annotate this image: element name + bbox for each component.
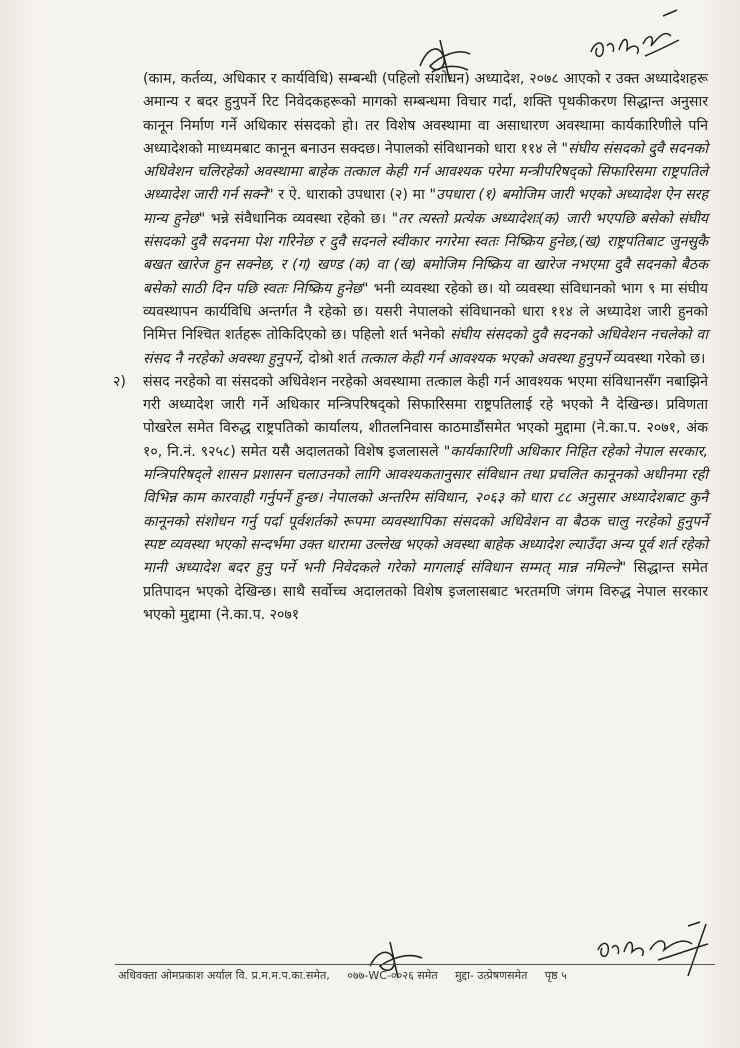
p1-text-6: व्यवस्था गरेको छ। [609, 350, 706, 367]
p1-text-3: भन्ने संवैधानिक व्यवस्था रहेको छ। [205, 210, 392, 227]
p1-text-1: (काम, कर्तव्य, अधिकार र कार्यविधि) सम्बन्धी (पहिलो संशोधन) अध्यादेश, २०७८ आएको र उक्त अध्यादेशहरू अमान्य र बदर हुनुपर्ने रिट निवेदकहरूको मागको सम्बन्धमा विचार गर्दा, शक्ति पृथकीकरण सिद्धान्त अनुसार कानून निर्माण गर्ने अधिकार संसदको हो। तर विशेष अवस्थामा वा असाधारण अवस्थामा कार्यकारिणीले पनि अध्यादेशको माध्यमबाट कानून बनाउन सक्दछ। नेपालको संविधानको धारा ११४ ले [143, 71, 708, 157]
footer-subject: मुद्दा- उत्प्रेषणसमेत [455, 969, 528, 982]
footer-divider [115, 964, 715, 965]
p1-text-5: दोश्रो शर्त [303, 350, 361, 367]
p1-quote-article-114: "संघीय संसदको दुवै सदनको अधिवेशन चलिरहेको अवस्थामा बाहेक तत्काल केही गर्न आवश्यक परेमा मन्त्रीपरिषद्को सिफारिसमा राष्ट्रपतिले अध्यादेश जारी गर्न सक्ने" [143, 140, 708, 204]
signature-top-right [585, 6, 685, 66]
paragraph-2 [113, 371, 708, 627]
p1-quote-first-condition: संघीय संसदको दुवै सदनको अधिवेशन नचलेको वा संसद नै नरहेको अवस्था हुनुपर्ने, [143, 327, 708, 367]
p2-text-1: संसद नरहेको वा संसदको अधिवेशन नरहेको अवस्थामा तत्काल केही गर्न आवश्यक भएमा संविधानसँग नबाझिने गरी अध्यादेश जारी गर्ने अधिकार मन्त्रिपरिषद्को सिफारिसमा राष्ट्रपतिलाई रहे भएको नै देखिन्छ। प्रविणता पोखरेल समेत विरुद्ध राष्ट्रपतिको कार्यालय, शीतलनिवास काठमाडौंसमेत भएको मुद्दामा (ने.का.प. २०७१, अंक १०, नि.नं. ९२५८) समेत यसै अदालतको विशेष इजलासले [143, 373, 708, 460]
p1-quote-conditions: "तर त्यस्तो प्रत्येक अध्यादेशः(क) जारी भएपछि बसेको संघीय संसदको दुवै सदनमा पेश गरिनेछ र दुवै सदनले स्वीकार नगरेमा स्वतः निष्क्रिय हुनेछ,(ख) राष्ट्रपतिबाट जुनसुकै बखत खारेज हुन सक्नेछ, र (ग) खण्ड (क) वा (ख) बमोजिम निष्क्रिय वा खारेज नभएमा दुवै सदनको बैठक बसेको साठी दिन पछि स्वतः निष्क्रिय हुनेछ" [143, 210, 708, 297]
footer-page-number: पृष्ठ ५ [544, 969, 567, 982]
main-text [113, 68, 708, 627]
footer-advocate: अधिवक्ता ओमप्रकाश अर्याल वि. प्र.म.म.प.का.समेत, [118, 969, 330, 982]
p1-quote-second-condition: तत्काल केही गर्न आवश्यक भएको अवस्था हुनुपर्ने [360, 350, 610, 367]
p1-text-4: भनी व्यवस्था रहेको छ। यो व्यवस्था संविधानको भाग ९ मा संघीय व्यवस्थापन कार्यविधि अन्तर्गत नै रहेको छ। यसरी नेपालको संविधानको धारा ११४ ले अध्यादेश जारी हुनको निमित्त निश्चित शर्तहरू तोकिदिएको छ। पहिलो शर्त भनेको [143, 280, 708, 344]
footer [118, 968, 718, 983]
paragraph-number: २) [113, 373, 126, 390]
paragraph-1 [143, 68, 708, 371]
p1-text-2: र ऐ. धाराको उपधारा (२) मा [273, 187, 430, 204]
p2-text-2: सिद्धान्त समेत प्रतिपादन भएको देखिन्छ। साथै सर्वोच्च अदालतको विशेष इजलासबाट भरतमणि जंगम विरुद्ध नेपाल सरकार भएको मुद्दामा (ने.का.प. २०७१ [143, 560, 708, 623]
p2-quote-precedent: "कार्यकारिणी अधिकार निहित रहेको नेपाल सरकार, मन्त्रिपरिषद्ले शासन प्रशासन चलाउनको लागि आवश्यकतानुसार संविधान तथा प्रचलित कानूनको अधीनमा रही विभिन्न काम कारवाही गर्नुपर्ने हुन्छ। नेपालको अन्तरिम संविधान, २०६३ को धारा ८८ अनुसार अध्यादेशबाट कुनै कानूनको संशोधन गर्नु पर्दा पूर्वशर्तको रूपमा व्यवस्थापिका संसदको अधिवेशन वा बैठक चालु नरहेको हुनुपर्ने स्पष्ट व्यवस्था भएको सन्दर्भमा उक्त धारामा उल्लेख भएको अवस्था बाहेक अध्यादेश ल्याउँदा अन्य पूर्व शर्त रहेको मानी अध्यादेश बदर हुनु पर्ने भनी निवेदकले गरेको मागलाई संविधान सम्मत् मान्न नमिल्ने" [143, 443, 708, 577]
p1-quote-subsection-2: "उपधारा (१) बमोजिम जारी भएको अध्यादेश ऐन सरह मान्य हुनेछ" [143, 187, 708, 227]
footer-case-number: ०७७-WC-००२६ समेत [347, 969, 438, 982]
